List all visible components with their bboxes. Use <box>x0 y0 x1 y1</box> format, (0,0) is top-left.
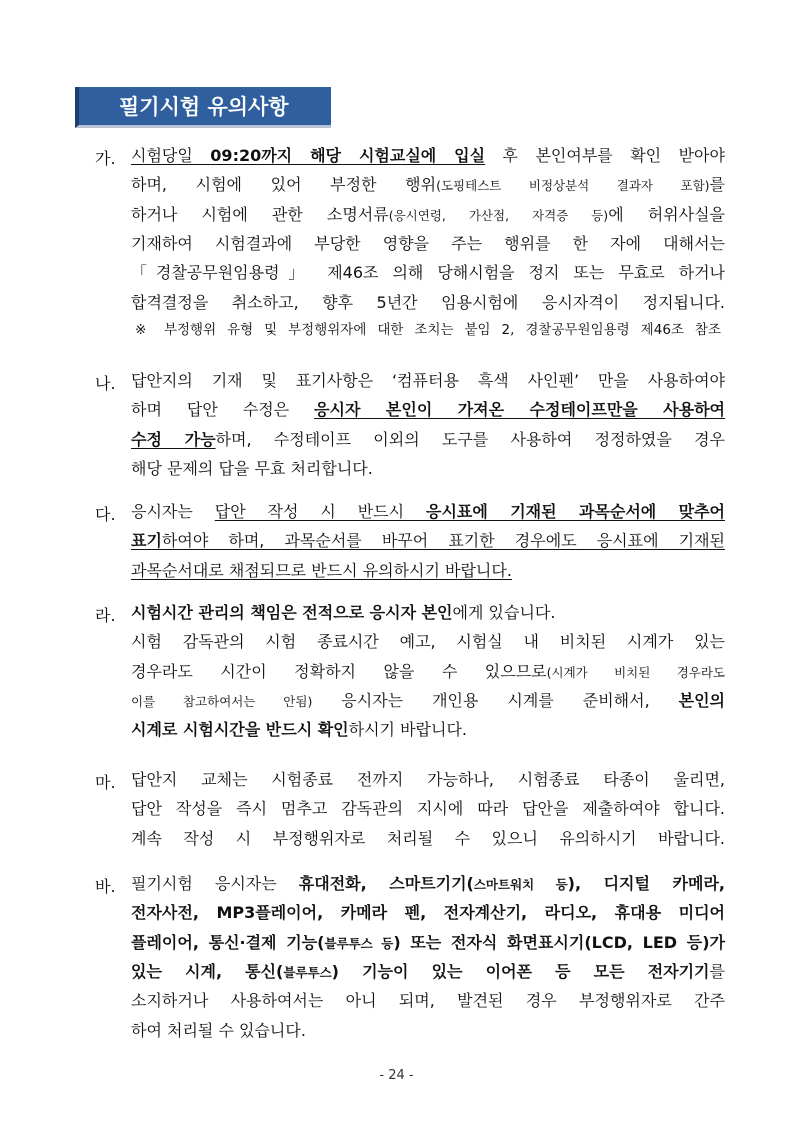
text-segment: 수정 가능 <box>131 429 216 449</box>
item-text-line <box>131 531 725 553</box>
text-segment: 스마트워치 등 <box>473 877 568 892</box>
text-segment: 시험 감독관의 시험 종료시간 예고, 시험실 내 비치된 시계가 있는 <box>131 632 725 652</box>
item-text-line <box>131 146 725 168</box>
text-segment: 과목순서대로 채점되므로 반드시 유의하시기 바랍니다. <box>131 560 512 580</box>
item-text-line <box>131 720 725 742</box>
item-text-line <box>131 799 725 821</box>
text-segment: 소지하거나 사용하여서는 아니 되며, 발견된 경우 부정행위자로 간주 <box>131 991 725 1011</box>
item-text-line <box>131 829 725 851</box>
text-segment: 하며, 수정테이프 이외의 도구를 사용하여 정정하였을 경우 <box>215 429 725 449</box>
item-text-line <box>131 371 725 393</box>
item-label: 바. <box>95 877 116 896</box>
section-title-text: 필기시험 유의사항 <box>119 95 289 119</box>
section-title <box>75 87 331 128</box>
text-segment: (시계가 비치된 경우라도 <box>546 664 725 680</box>
item-text-line <box>131 561 725 583</box>
item-label: 가. <box>95 149 116 168</box>
text-segment: 「경찰공무원임용령」 제46조 의해 당해시험을 정지 또는 무효로 하거나 <box>131 263 725 283</box>
text-segment: 응시자는 <box>131 502 215 521</box>
item-text-line <box>131 430 725 452</box>
text-segment: 후 본인여부를 확인 받아야 <box>485 146 725 165</box>
text-segment: 경우라도 시간이 정확하지 않을 수 있으므로 <box>131 661 547 681</box>
item-label: 라. <box>95 606 116 625</box>
item-text-line <box>131 263 725 285</box>
text-segment: 계속 작성 시 부정행위자로 처리될 수 있으니 유의하시기 바랍니다. <box>131 828 725 848</box>
text-segment: 에게 있습니다. <box>452 603 556 622</box>
item-text-line <box>131 400 725 422</box>
text-segment: 를 <box>709 175 725 195</box>
text-segment: 기재하여 시험결과에 부당한 영향을 주는 행위를 한 자에 대해서는 <box>131 233 725 253</box>
text-segment: 응시자 본인이 가져온 수정테이프만을 사용하여 <box>314 400 726 420</box>
text-segment: 이를 참고하여서는 안됨) <box>131 693 313 709</box>
item-text-line <box>131 662 725 684</box>
item-text-line <box>131 175 725 197</box>
item-text-line <box>131 874 725 896</box>
item-text-line <box>131 991 725 1013</box>
item-label: 마. <box>95 773 116 792</box>
text-segment: 답안지 교체는 시험종료 전까지 가능하나, 시험종료 타종이 울리면, <box>131 770 725 789</box>
text-segment: 답안지의 기재 및 표기사항은 ‘컴퓨터용 흑색 사인펜’ 만을 사용하여야 <box>131 371 725 390</box>
item-text-line <box>131 293 725 315</box>
item-label: 나. <box>95 374 116 393</box>
text-segment: ) 또는 전자식 화면표시기(LCD, LED 등)가 <box>393 932 725 952</box>
text-segment: 응시표에 기재된 과목순서에 맞추어 <box>425 502 725 521</box>
text-segment: (응시연령, 가산점, 자격증 등) <box>388 207 609 223</box>
text-segment: 하며, 시험에 있어 부정한 행위 <box>131 175 437 195</box>
text-segment: 시계로 시험시간을 반드시 확인 <box>131 720 349 740</box>
text-segment: 09:20까지 해당 시험교실에 입실 <box>210 146 486 165</box>
text-segment: 를 <box>709 961 725 981</box>
item-text-line <box>131 632 725 654</box>
text-segment: 답안 작성을 즉시 멈추고 감독관의 지시에 따라 답안을 제출하여야 합니다. <box>131 799 725 819</box>
text-segment: 시험시간 관리의 책임은 전적으로 응시자 본인 <box>131 603 453 622</box>
text-segment: 블루투스 <box>283 964 332 980</box>
text-segment: 필기시험 응시자는 <box>131 874 299 893</box>
text-segment: 본인의 <box>678 690 726 710</box>
text-segment: 하거나 시험에 관한 소명서류 <box>131 204 389 224</box>
item-text-line <box>131 205 725 227</box>
text-segment: 응시자는 개인용 시계를 준비해서, <box>312 690 679 710</box>
text-segment: 합격결정을 취소하고, 향후 5년간 임용시험에 응시자격이 정지됩니다. <box>131 292 725 312</box>
text-segment: 하시기 바랍니다. <box>348 720 468 740</box>
text-segment: ), 디지털 카메라, <box>567 874 725 893</box>
item-text-line <box>131 770 725 792</box>
text-segment: 하며 답안 수정은 <box>131 400 315 420</box>
item-text-line <box>131 502 725 524</box>
text-segment: 해당 문제의 답을 무효 처리합니다. <box>131 458 373 478</box>
item-note: ※ 부정행위 유형 및 부정행위자에 대한 조치는 붙임 2, 경찰공무원임용령 제46조 참조 <box>135 321 721 338</box>
text-segment: ) 기능이 있는 이어폰 등 모든 전자기기 <box>331 961 710 981</box>
text-segment: 답안 작성 시 반드시 <box>214 502 426 521</box>
item-text-line <box>131 459 725 481</box>
text-segment: 표기 <box>131 531 162 551</box>
text-segment: (도핑테스트 비정상분석 결과자 포함) <box>436 178 710 194</box>
item-text-line <box>131 903 725 925</box>
text-segment: 하여 처리될 수 있습니다. <box>131 1020 306 1040</box>
text-segment: 에 허위사실을 <box>608 204 726 224</box>
page-number: - 24 - <box>379 1068 414 1083</box>
item-text-line <box>131 962 725 984</box>
text-segment: 플레이어, 통신·결제 기능( <box>131 932 325 952</box>
item-text-line <box>131 1021 725 1043</box>
text-segment: 전자사전, MP3플레이어, 카메라 펜, 전자계산기, 라디오, 휴대용 미디어 <box>131 903 725 923</box>
text-segment: 휴대전화, 스마트기기( <box>298 874 474 893</box>
text-segment: 시험당일 <box>131 146 211 165</box>
text-segment: 블루투스 등 <box>324 935 394 951</box>
item-text-line <box>131 933 725 955</box>
item-text-line <box>131 691 725 713</box>
text-segment: 있는 시계, 통신( <box>131 961 284 981</box>
text-segment: 하여야 하며, 과목순서를 바꾸어 표기한 경우에도 응시표에 기재된 <box>161 531 725 551</box>
item-label: 다. <box>95 505 116 524</box>
item-text-line <box>131 234 725 256</box>
item-text-line <box>131 603 725 625</box>
